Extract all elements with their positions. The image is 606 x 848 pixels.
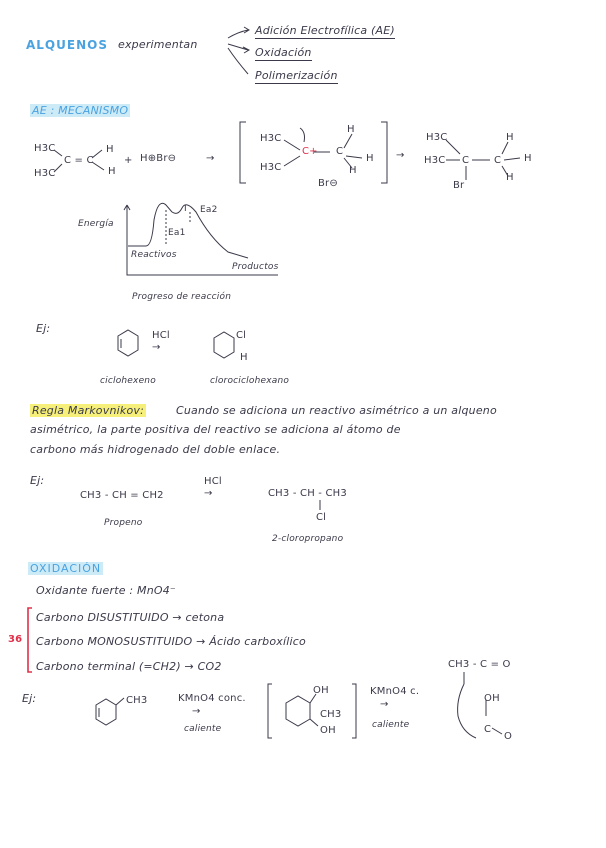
arrow-to-ox-icon bbox=[228, 44, 249, 53]
int-bromide: Br⊖ bbox=[318, 178, 338, 189]
prod-h3c-bottom: H3C bbox=[424, 155, 446, 166]
reactant-h3c-bottom: H3C bbox=[34, 168, 56, 179]
example3-arrow1: → bbox=[192, 706, 201, 717]
example2-reagent: HCl bbox=[204, 476, 222, 487]
chlorocyclohexane-name: clorociclohexano bbox=[210, 376, 290, 386]
energy-curve bbox=[128, 203, 248, 258]
acid-hbr: H⊕Br⊖ bbox=[140, 153, 177, 164]
reactant-h-bottom: H bbox=[108, 166, 116, 177]
verb-label: experimentan bbox=[118, 38, 198, 51]
example3-condition1: caliente bbox=[184, 724, 222, 734]
prod-h3c-top: H3C bbox=[426, 132, 448, 143]
example3-condition2: caliente bbox=[372, 720, 410, 730]
example2-label: Ej: bbox=[30, 474, 45, 487]
prod-c2: C bbox=[494, 155, 502, 166]
int-h2: H bbox=[366, 153, 374, 164]
example1-label: Ej: bbox=[36, 322, 51, 335]
int-h1: H bbox=[347, 124, 355, 135]
page-title: ALQUENOS bbox=[26, 38, 108, 52]
prod-c1: C bbox=[462, 155, 470, 166]
int-carbocation: C+ bbox=[302, 146, 318, 157]
example3-prod-oh: OH bbox=[484, 693, 500, 704]
chloropropane-cl: Cl bbox=[316, 512, 327, 523]
example3-arrow2: → bbox=[380, 699, 389, 710]
markovnikov-line2: asimétrico, la parte positiva del reactivo se adiciona al átomo de bbox=[30, 423, 401, 436]
example1-cl: Cl bbox=[236, 330, 247, 341]
markovnikov-line3: carbono más hidrogenado del doble enlace. bbox=[30, 443, 281, 456]
intermediate-i-label: I bbox=[184, 204, 187, 214]
mechanism-heading: AE : MECANISMO bbox=[32, 104, 129, 117]
left-bracket-icon bbox=[240, 122, 246, 183]
reactant-h3c-top: H3C bbox=[34, 143, 56, 154]
chlorocyclohexane-ring-icon bbox=[214, 332, 234, 358]
reactant-double-bond: C = C bbox=[64, 155, 94, 166]
ea2-label: Ea2 bbox=[200, 205, 218, 215]
oxidation-heading: OXIDACIÓN bbox=[30, 562, 102, 575]
chloropropane-formula: CH3 - CH - CH3 bbox=[268, 488, 347, 499]
cyclohexene-name: ciclohexeno bbox=[100, 376, 156, 386]
oxidation-bracket-icon bbox=[28, 608, 32, 672]
int-h3c-top: H3C bbox=[260, 133, 282, 144]
prod-h1: H bbox=[506, 132, 514, 143]
example3-prod-top: CH3 - C = O bbox=[448, 659, 511, 670]
diol-ring-icon bbox=[286, 696, 310, 726]
oxidation-rule-1: Carbono DISUSTITUIDO → cetona bbox=[36, 611, 225, 624]
example3-ch3-mid: CH3 bbox=[320, 709, 342, 720]
curved-arrow-icon bbox=[300, 128, 305, 142]
example3-ch3: CH3 bbox=[126, 695, 148, 706]
strong-oxidant: Oxidante fuerte : MnO4⁻ bbox=[36, 584, 176, 597]
reaction-type-2: Oxidación bbox=[255, 46, 312, 59]
arrow-to-ae-icon bbox=[228, 27, 249, 38]
reaction-type-3: Polimerización bbox=[255, 69, 338, 82]
reaction-type-1: Adición Electrofílica (AE) bbox=[255, 24, 395, 37]
int-carbon: C bbox=[336, 146, 344, 157]
example3-oh-top: OH bbox=[313, 685, 329, 696]
example3-reagent1: KMnO4 conc. bbox=[178, 693, 246, 704]
energy-axes bbox=[127, 205, 278, 275]
example1-h: H bbox=[240, 352, 248, 363]
example2-arrow: → bbox=[204, 488, 213, 499]
plus-sign: + bbox=[124, 155, 133, 166]
reactant-h-top: H bbox=[106, 144, 114, 155]
int-h3c-bottom: H3C bbox=[260, 162, 282, 173]
example3-prod-o: O bbox=[504, 731, 513, 742]
example3-prod-c: C bbox=[484, 724, 492, 735]
right-bracket-icon bbox=[381, 122, 387, 183]
example1-reagent: HCl bbox=[152, 330, 170, 341]
example3-reagent2: KMnO4 c. bbox=[370, 686, 420, 697]
oxidation-rule-3: Carbono terminal (=CH2) → CO2 bbox=[36, 660, 222, 673]
energy-axis-label: Energía bbox=[78, 219, 114, 229]
propene-formula: CH3 - CH = CH2 bbox=[80, 490, 164, 501]
prod-h3: H bbox=[506, 172, 514, 183]
diol-left-bracket-icon bbox=[268, 684, 272, 738]
diol-right-bracket-icon bbox=[352, 684, 356, 738]
propene-name: Propeno bbox=[104, 518, 143, 528]
progress-axis-label: Progreso de reacción bbox=[132, 292, 232, 302]
chloropropane-name: 2-cloropropano bbox=[272, 534, 344, 544]
prod-br: Br bbox=[453, 180, 465, 191]
products-label: Productos bbox=[232, 262, 279, 272]
markovnikov-term: Regla Markovnikov: bbox=[32, 404, 144, 417]
markovnikov-line1: Cuando se adiciona un reactivo asimétrico a un alqueno bbox=[176, 404, 497, 417]
example3-oh-bottom: OH bbox=[320, 725, 336, 736]
reactants-label: Reactivos bbox=[131, 250, 177, 260]
ea1-label: Ea1 bbox=[168, 228, 186, 238]
oxidation-rule-2: Carbono MONOSUSTITUIDO → Ácido carboxílico bbox=[36, 635, 306, 648]
int-h3: H bbox=[349, 165, 357, 176]
mech-arrow-2: → bbox=[396, 150, 405, 161]
example3-label: Ej: bbox=[22, 692, 37, 705]
margin-mark: 36 bbox=[8, 634, 23, 645]
prod-h2: H bbox=[524, 153, 532, 164]
example1-arrow: → bbox=[152, 342, 161, 353]
mech-arrow-1: → bbox=[206, 153, 215, 164]
